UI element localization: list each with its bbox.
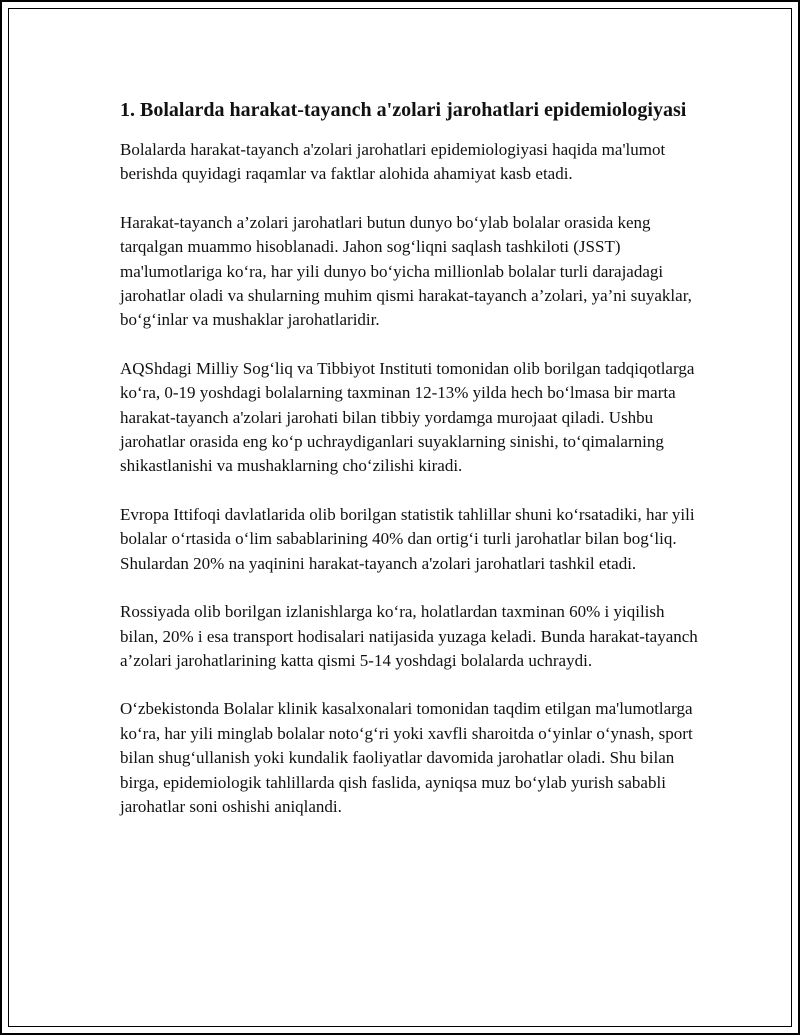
paragraph-eu-stats: Evropa Ittifoqi davlatlarida olib borilgan statistik tahlillar shuni ko‘rsatadiki, har yili bolalar o‘rtasida o‘lim sabablarining 40% dan ortig‘i turli jarohatlar bilan bog‘liq. Shulardan 20% na yaqinini harakat-tayanch a'zolari jarohatlari tashkil etadi. [120,504,695,573]
paragraph-usa-stats: AQShdagi Milliy Sog‘liq va Tibbiyot Instituti tomonidan olib borilgan tadqiqotlarga ko‘ra, 0-19 yoshdagi bolalarning taxminan 12-13% yilda hech bo‘lmasa bir marta harakat-tayanch a'zolari jarohati bilan tibbiy yordamga murojaat qiladi. Ushbu jarohatlar orasida eng ko‘p uchraydiganlari suyaklarning sinishi, to‘qimalarning shikastlanishi va mushaklarning cho‘zilishi kiradi. [120,358,695,476]
paragraph-russia-stats: Rossiyada olib borilgan izlanishlarga ko‘ra, holatlardan taxminan 60% i yiqilish bilan, 20% i esa transport hodisalari natijasida yuzaga keladi. Bunda harakat-tayanch a’zolari jarohatlarining katta qismi 5-14 yoshdagi bolalarda uchraydi. [120,602,698,670]
document-body [120,96,700,843]
section-heading: 1. Bolalarda harakat-tayanch a'zolari jarohatlari epidemiologiyasi [120,99,687,121]
paragraph-intro: Bolalarda harakat-tayanch a'zolari jarohatlari epidemiologiyasi haqida ma'lumot berishda quyidagi raqamlar va faktlar alohida ahamiyat kasb etadi. [120,140,666,184]
paragraph-uzbekistan-stats: O‘zbekistonda Bolalar klinik kasalxonalari tomonidan taqdim etilgan ma'lumotlarga ko‘ra, har yili minglab bolalar noto‘g‘ri yoki xavfli sharoitda o‘yinlar o‘ynash, sport bilan shug‘ullanish yoki kundalik faoliyatlar davomida jarohatlar oladi. Shu bilan birga, epidemiologik tahlillarda qish faslida, ayniqsa muz bo‘ylab yurish sababli jarohatlar soni oshishi aniqlandi. [120,699,693,816]
paragraph-global-stats: Harakat-tayanch a’zolari jarohatlari butun dunyo bo‘ylab bolalar orasida keng tarqalgan muammo hisoblanadi. Jahon sog‘liqni saqlash tashkiloti (JSST) ma'lumotlariga ko‘ra, har yili dunyo bo‘yicha millionlab bolalar turli darajadagi jarohatlar oladi va shularning muhim qismi harakat-tayanch a’zolari, ya’ni suyaklar, bo‘g‘inlar va mushaklar jarohatlaridir. [120,212,692,330]
